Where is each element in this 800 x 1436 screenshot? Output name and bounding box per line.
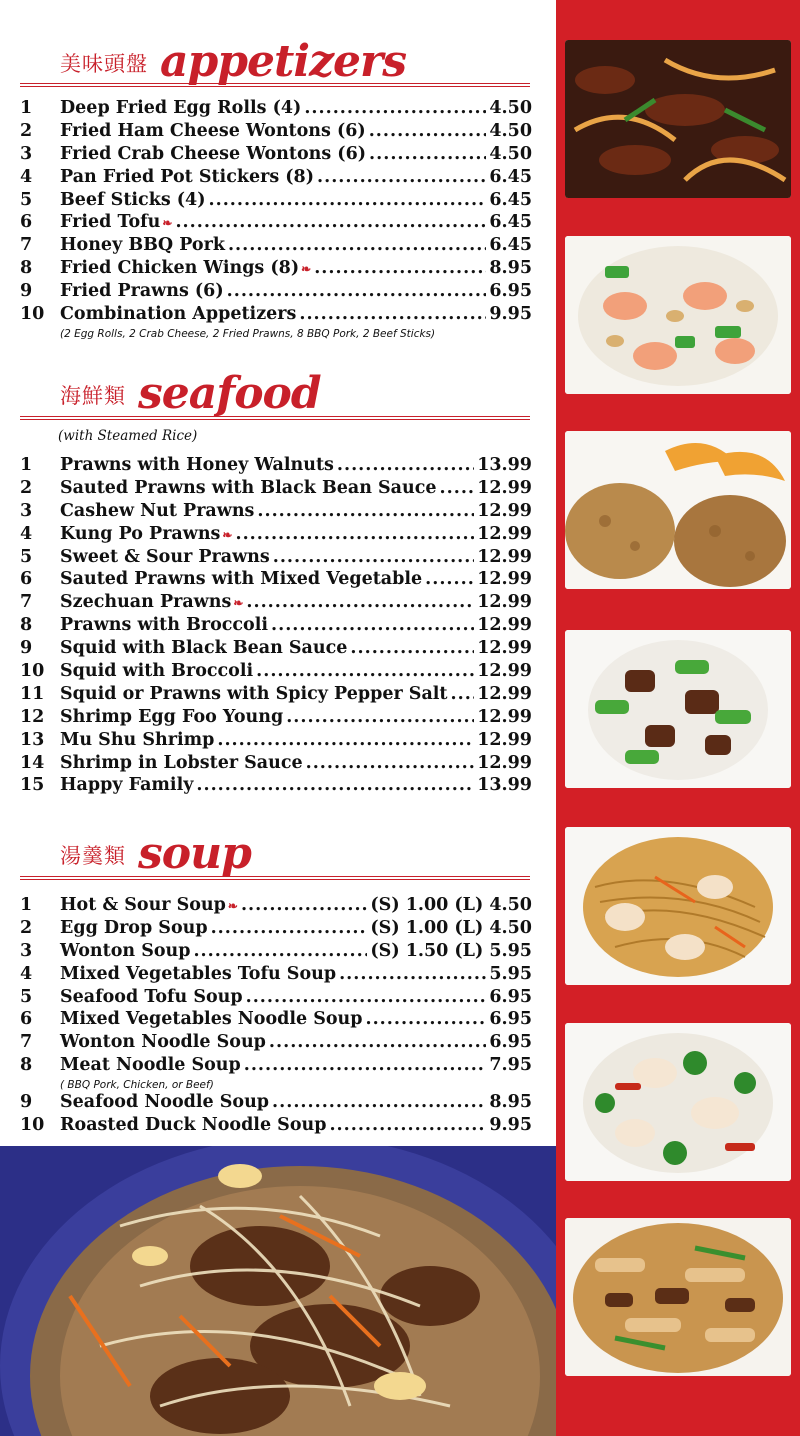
menu-item: 14 Shrimp in Lobster Sauce ..... 12.99 <box>20 753 532 776</box>
menu-item: 8 Meat Noodle Soup ..... 7.95 <box>20 1055 532 1078</box>
menu-item: 3 Fried Crab Cheese Wontons (6) ..... 4.50 <box>20 144 532 167</box>
menu-item: 1 Hot & Sour Soup ❧ ..... (S) 1.00 (L) 4.50 <box>20 895 532 918</box>
menu-item: 10 Roasted Duck Noodle Soup ..... 9.95 <box>20 1115 532 1138</box>
menu-item: 7 Honey BBQ Pork ..... 6.45 <box>20 235 532 258</box>
chili-pepper-icon: ❧ <box>227 899 238 913</box>
menu-item: 3 Wonton Soup ..... (S) 1.50 (L) 5.95 <box>20 941 532 964</box>
appetizers-chinese-title: 美味頭盤 <box>60 52 148 76</box>
chili-pepper-icon: ❧ <box>233 596 244 611</box>
meat-noodle-note: ( BBQ Pork, Chicken, or Beef) <box>60 1079 214 1092</box>
small-price: (S) 1.50 <box>370 940 449 961</box>
small-price: (S) 1.00 <box>370 895 449 915</box>
cashew-prawns-photo <box>565 236 791 394</box>
appetizers-header <box>60 36 407 87</box>
seafood-chinese-title: 海鮮類 <box>60 384 126 408</box>
egg-foo-young-photo <box>565 431 791 589</box>
menu-item: 7 Szechuan Prawns ❧ ..... 12.99 <box>20 592 532 615</box>
combination-note: (2 Egg Rolls, 2 Crab Cheese, 2 Fried Prawns, 8 BBQ Pork, 2 Beef Sticks) <box>60 327 436 340</box>
menu-item: 2 Egg Drop Soup ..... (S) 1.00 (L) 4.50 <box>20 918 532 941</box>
soup-chinese-title: 湯羹類 <box>60 844 126 868</box>
menu-item: 10 Combination Appetizers ..... 9.95 <box>20 304 532 327</box>
soup-header <box>60 828 251 879</box>
menu-item: 9 Squid with Black Bean Sauce ..... 12.99 <box>20 638 532 661</box>
menu-item: 4 Pan Fried Pot Stickers (8) ..... 6.45 <box>20 167 532 190</box>
menu-item: 11 Squid or Prawns with Spicy Pepper Salt ..... 12.99 <box>20 684 532 707</box>
menu-item: 2 Sauted Prawns with Black Bean Sauce ..... 12.99 <box>20 478 532 501</box>
menu-item: 8 Fried Chicken Wings (8) ❧ ..... 8.95 <box>20 258 532 281</box>
chili-pepper-icon: ❧ <box>222 527 233 542</box>
menu-item: 6 Sauted Prawns with Mixed Vegetable ..... 12.99 <box>20 569 532 592</box>
beef-noodle-soup-photo <box>0 1146 556 1436</box>
chili-pepper-icon: ❧ <box>301 262 312 277</box>
menu-item: 1 Deep Fried Egg Rolls (4) ..... 4.50 <box>20 98 532 121</box>
seafood-title: seafood <box>138 368 321 419</box>
chicken-vegetables-photo <box>565 1023 791 1181</box>
appetizers-list <box>20 98 532 341</box>
menu-item: 6 Fried Tofu ❧ ..... 6.45 <box>20 212 532 235</box>
chili-pepper-icon: ❧ <box>162 216 173 231</box>
kung-po-beef-photo <box>565 630 791 788</box>
menu-item: 13 Mu Shu Shrimp ..... 12.99 <box>20 730 532 753</box>
menu-item: 2 Fried Ham Cheese Wontons (6) ..... 4.50 <box>20 121 532 144</box>
soup-divider <box>20 876 530 880</box>
beef-onion-photo <box>565 40 791 198</box>
menu-item: 5 Sweet & Sour Prawns ..... 12.99 <box>20 547 532 570</box>
menu-item: 5 Seafood Tofu Soup ..... 6.95 <box>20 987 532 1010</box>
seafood-header <box>60 368 321 419</box>
seafood-divider <box>20 416 530 420</box>
menu-item: 7 Wonton Noodle Soup ..... 6.95 <box>20 1032 532 1055</box>
menu-item: 9 Fried Prawns (6) ..... 6.95 <box>20 281 532 304</box>
soup-title: soup <box>138 828 251 879</box>
menu-item: 10 Squid with Broccoli ..... 12.99 <box>20 661 532 684</box>
appetizers-title: appetizers <box>160 36 407 87</box>
menu-item: 3 Cashew Nut Prawns ..... 12.99 <box>20 501 532 524</box>
menu-item: 12 Shrimp Egg Foo Young ..... 12.99 <box>20 707 532 730</box>
menu-item: 5 Beef Sticks (4) ..... 6.45 <box>20 190 532 213</box>
appetizers-divider <box>20 83 530 87</box>
menu-item: 15 Happy Family ..... 13.99 <box>20 775 532 798</box>
seafood-list <box>20 455 532 798</box>
chicken-chow-mein-photo <box>565 827 791 985</box>
beef-chow-fun-photo <box>565 1218 791 1376</box>
small-price: (S) 1.00 <box>370 917 449 938</box>
menu-item: 6 Mixed Vegetables Noodle Soup ..... 6.95 <box>20 1009 532 1032</box>
seafood-subtitle: (with Steamed Rice) <box>58 428 198 444</box>
menu-item: 8 Prawns with Broccoli ..... 12.99 <box>20 615 532 638</box>
menu-item: 4 Kung Po Prawns ❧ ..... 12.99 <box>20 524 532 547</box>
menu-item: 9 Seafood Noodle Soup ..... 8.95 <box>20 1092 532 1115</box>
menu-item: 1 Prawns with Honey Walnuts ..... 13.99 <box>20 455 532 478</box>
soup-list <box>20 895 532 1138</box>
menu-item: 4 Mixed Vegetables Tofu Soup ..... 5.95 <box>20 964 532 987</box>
